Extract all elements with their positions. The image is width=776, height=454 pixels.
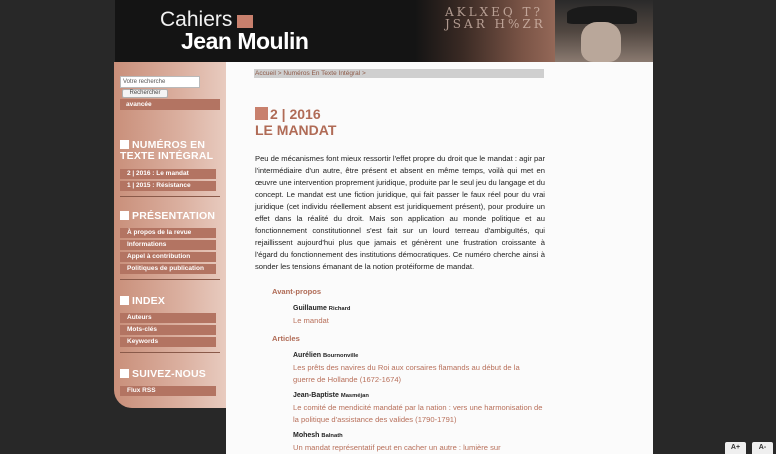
sidebar-item-keywords-fr[interactable]: Mots-clés xyxy=(120,325,216,335)
font-decrease-button[interactable]: A- xyxy=(752,442,773,454)
issue-title: LE MANDAT xyxy=(255,122,337,138)
sidebar-item-call-for-papers[interactable]: Appel à contribution xyxy=(120,252,216,262)
issue-number: 2 | 2016 xyxy=(270,106,321,122)
site-header xyxy=(115,0,653,62)
square-bullet-icon xyxy=(120,211,129,220)
site-title-line1[interactable]: Cahiers xyxy=(160,8,233,31)
section-title[interactable]: PRÉSENTATION xyxy=(120,211,224,222)
toc-author: Mohesh Balnath xyxy=(293,432,343,439)
toc-category-articles: Articles xyxy=(272,334,300,343)
sidebar-item-issue-2016[interactable]: 2 | 2016 : Le mandat xyxy=(120,169,216,179)
square-bullet-icon xyxy=(255,107,268,120)
sidebar-item-issue-2015[interactable]: 1 | 2015 : Résistance xyxy=(120,181,216,191)
toc-article-link[interactable]: Le mandat xyxy=(293,316,329,325)
sidebar-item-keywords-en[interactable]: Keywords xyxy=(120,337,216,347)
toc-article-link[interactable]: Les prêts des navires du Roi aux corsaires flamands au début de la guerre de Hollande (1672-1674) xyxy=(293,363,520,384)
sidebar-section-follow xyxy=(120,369,224,396)
divider xyxy=(120,352,220,353)
sidebar-item-rss[interactable]: Flux RSS xyxy=(120,386,216,396)
toc-article-link[interactable]: Un mandat représentatif peut en cacher un autre : lumière sur xyxy=(293,443,501,452)
advanced-search-link[interactable]: avancée xyxy=(120,99,220,110)
site-title-line2[interactable]: Jean Moulin xyxy=(181,28,309,54)
search-button[interactable]: Rechercher xyxy=(122,89,168,98)
sidebar-item-about[interactable]: À propos de la revue xyxy=(120,228,216,238)
search-input[interactable]: Votre recherche xyxy=(120,76,200,88)
header-decor-letters: AKLXEQ T? JSAR H%ZR xyxy=(445,5,546,31)
issue-heading xyxy=(255,106,336,138)
square-bullet-icon xyxy=(120,296,129,305)
divider xyxy=(120,279,220,280)
issue-introduction: Peu de mécanismes font mieux ressortir l'effet propre du droit que le mandat : agir par l'intermédiaire d'un autre, être présent et absent en même temps, voilà qui met en œuvre une intervention proprement juridique, produite par le seul jeu du langage et du concept. Le mandat est une fiction juridique, qui fait passer le faux réel pour du vrai juridique (cet individu réellement absent est juridiquement présent), pour produire un effet dans la réalité du droit. Mais son application au monde politique et au fonctionnement constitutionnel s'est fait sur un lourd terreau d'ambiguïtés, qui rejaillissent aujourd'hui plus que jamais et génèrent une frustration croissante à l'égard du fonctionnement des institutions démocratiques. Ce numéro cherche ainsi à sonder les tensions émanant de la notion protéiforme de mandat. xyxy=(255,154,545,271)
toc-author: Guillaume Richard xyxy=(293,305,351,312)
main-content xyxy=(226,62,653,454)
logo-square-icon xyxy=(237,15,253,28)
section-title[interactable]: INDEX xyxy=(120,296,224,307)
toc-author: Aurélien Bournonville xyxy=(293,352,359,359)
square-bullet-icon xyxy=(120,140,129,149)
sidebar-section-presentation xyxy=(120,211,224,280)
section-title[interactable]: SUIVEZ-NOUS xyxy=(120,369,224,380)
section-title[interactable]: NUMÉROS EN TEXTE INTÉGRAL xyxy=(120,139,214,162)
square-bullet-icon xyxy=(120,369,129,378)
sidebar-item-authors[interactable]: Auteurs xyxy=(120,313,216,323)
portrait-face xyxy=(581,22,621,62)
toc-author: Jean-Baptiste Masméjan xyxy=(293,392,369,399)
sidebar-item-publication-policies[interactable]: Politiques de publication xyxy=(120,264,216,274)
font-increase-button[interactable]: A+ xyxy=(725,442,746,454)
sidebar-section-index xyxy=(120,296,224,353)
toc-category-avant-propos: Avant-propos xyxy=(272,287,322,296)
sidebar xyxy=(114,62,226,408)
toc-article-link[interactable]: Le comité de mendicité mandaté par la nation : vers une harmonisation de la politique d'assistance des valides (1790-1791) xyxy=(293,403,543,424)
breadcrumb[interactable]: Accueil > Numéros En Texte Intégral > xyxy=(254,69,544,78)
sidebar-item-informations[interactable]: Informations xyxy=(120,240,216,250)
divider xyxy=(120,196,220,197)
sidebar-section-issues xyxy=(120,140,224,197)
